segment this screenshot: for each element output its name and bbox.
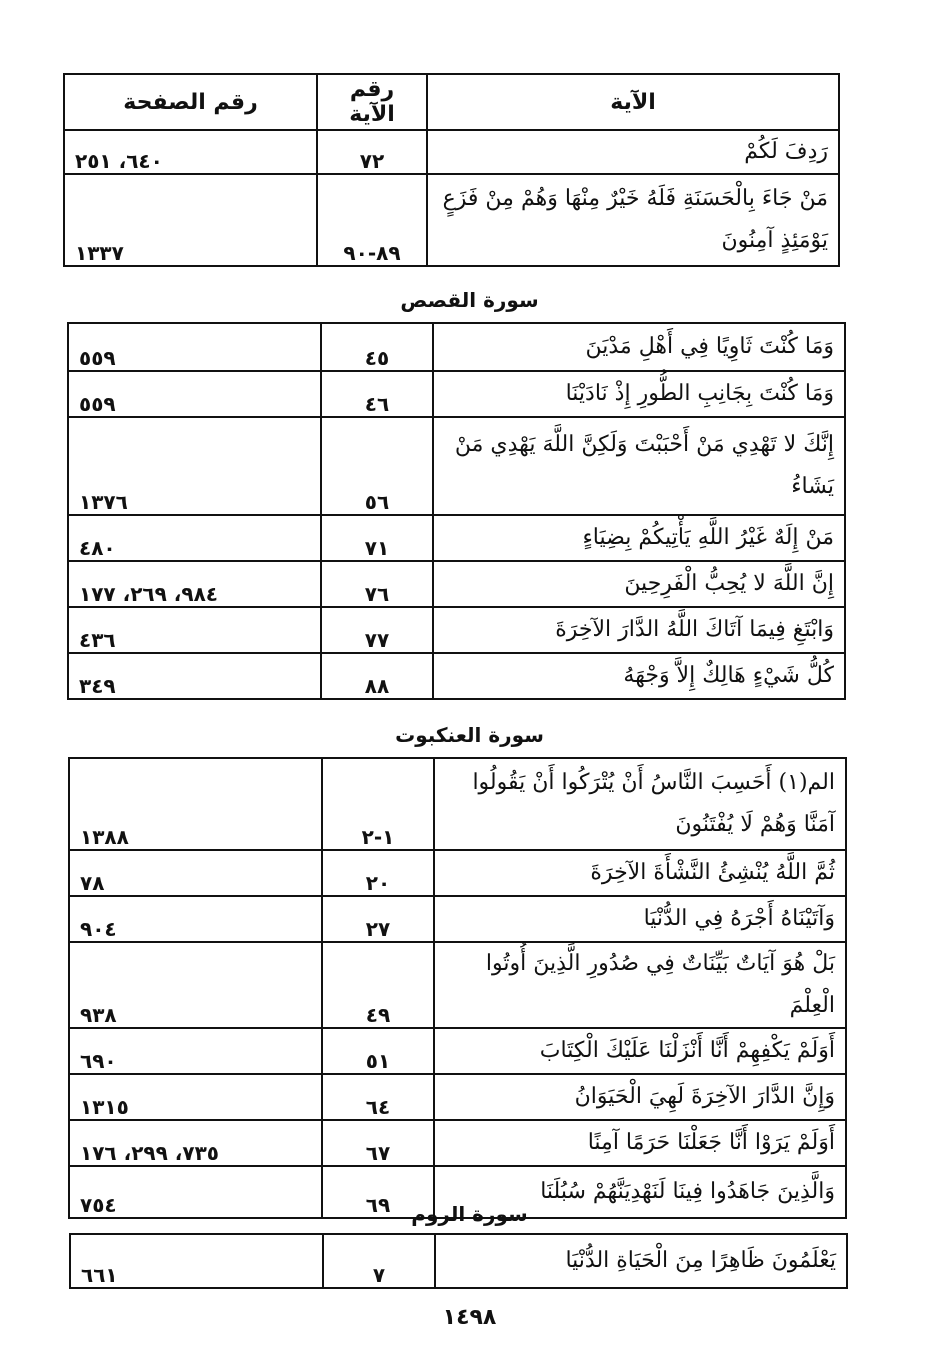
table-row [69, 1120, 846, 1166]
header-page-number: رقم الصفحة [64, 74, 317, 130]
page-refs: ٣٤٩ [68, 653, 321, 699]
verse-text: وَمَا كُنْتَ ثَاوِيًا فِي أَهْلِ مَدْيَنَ [433, 323, 845, 371]
page-refs: ١٣٣٧ [64, 174, 317, 266]
surah-title: سورة الروم [411, 1202, 528, 1226]
table-row [68, 607, 845, 653]
table-row [68, 371, 845, 417]
verse-text: أَوَلَمْ يَرَوْا أَنَّا جَعَلْنَا حَرَمًا آمِنًا [434, 1120, 846, 1166]
verse-number: ٧١ [321, 515, 433, 561]
verse-text: إِنَّكَ لا تَهْدِي مَنْ أَحْبَبْتَ وَلَكِنَّ اللَّهَ يَهْدِي مَنْ يَشَاءُ [433, 417, 845, 515]
index-table-ankabut [68, 757, 847, 1219]
page-refs: ٥٥٩ [68, 323, 321, 371]
page-refs: ٩٠٤ [69, 896, 322, 942]
page-refs: ٧٥٤ [69, 1166, 322, 1218]
table-row [68, 653, 845, 699]
table-row [68, 323, 845, 371]
verse-text: وَمَا كُنْتَ بِجَانِبِ الطُّورِ إِذْ نَادَيْنَا [433, 371, 845, 417]
page-refs: ٦٤٠، ٢٥١ [64, 130, 317, 174]
verse-number: ٧٦ [321, 561, 433, 607]
verse-number: ٤٩ [322, 942, 434, 1028]
verse-text: يَعْلَمُونَ ظَاهِرًا مِنَ الْحَيَاةِ الدُّنْيَا [435, 1234, 847, 1288]
page-refs: ٤٣٦ [68, 607, 321, 653]
page-refs: ٦٩٠ [69, 1028, 322, 1074]
verse-text: ثُمَّ اللَّهُ يُنْشِئُ النَّشْأَةَ الآخِرَةَ [434, 850, 846, 896]
page-refs: ٧٣٥، ٢٩٩، ١٧٦ [69, 1120, 322, 1166]
header-verse-number: رقم الآية [317, 74, 427, 130]
verse-number: ٨٩-٩٠ [317, 174, 427, 266]
verse-number: ٧ [323, 1234, 435, 1288]
verse-text: الم(١) أَحَسِبَ النَّاسُ أَنْ يُتْرَكُوا أَنْ يَقُولُوا آمَنَّا وَهُمْ لَا يُفْتَنُونَ [434, 758, 846, 850]
table-row [68, 561, 845, 607]
index-table-continuation [63, 73, 840, 267]
table-row [69, 850, 846, 896]
table-row [69, 896, 846, 942]
verse-number: ٤٦ [321, 371, 433, 417]
surah-title: سورة القصص [400, 288, 539, 312]
page-refs: ١٣٨٨ [69, 758, 322, 850]
page-refs: ٤٨٠ [68, 515, 321, 561]
verse-text: بَلْ هُوَ آيَاتٌ بَيِّنَاتٌ فِي صُدُورِ الَّذِينَ أُوتُوا الْعِلْمَ [434, 942, 846, 1028]
page-number: ١٤٩٨ [442, 1305, 497, 1330]
verse-text: وَالَّذِينَ جَاهَدُوا فِينَا لَنَهْدِيَنَّهُمْ سُبُلَنَا [434, 1166, 846, 1218]
table-row [70, 1234, 847, 1288]
verse-text: رَدِفَ لَكُمْ [427, 130, 839, 174]
table-header-row [64, 74, 839, 130]
page-refs: ١٣١٥ [69, 1074, 322, 1120]
page-refs: ٦٦١ [70, 1234, 323, 1288]
verse-text: وَآتَيْنَاهُ أَجْرَهُ فِي الدُّنْيَا [434, 896, 846, 942]
verse-number: ٤٥ [321, 323, 433, 371]
verse-number: ٢٠ [322, 850, 434, 896]
verse-number: ٨٨ [321, 653, 433, 699]
table-row [69, 1074, 846, 1120]
table-row [69, 1028, 846, 1074]
page-refs: ٩٣٨ [69, 942, 322, 1028]
table-row [64, 130, 839, 174]
header-verse: الآية [427, 74, 839, 130]
page-refs: ١٣٧٦ [68, 417, 321, 515]
table-row [68, 515, 845, 561]
verse-number: ٦٤ [322, 1074, 434, 1120]
verse-text: أَوَلَمْ يَكْفِهِمْ أَنَّا أَنْزَلْنَا عَلَيْكَ الْكِتَابَ [434, 1028, 846, 1074]
verse-number: ٢٧ [322, 896, 434, 942]
surah-title: سورة العنكبوت [395, 723, 544, 747]
verse-number: ٧٢ [317, 130, 427, 174]
page-refs: ٩٨٤، ٢٦٩، ١٧٧ [68, 561, 321, 607]
index-table-rum [69, 1233, 848, 1289]
verse-text: مَنْ إِلَهٌ غَيْرُ اللَّهِ يَأْتِيكُمْ بِضِيَاءٍ [433, 515, 845, 561]
verse-number: ٦٧ [322, 1120, 434, 1166]
verse-text: إِنَّ اللَّهَ لا يُحِبُّ الْفَرِحِينَ [433, 561, 845, 607]
verse-text: مَنْ جَاءَ بِالْحَسَنَةِ فَلَهُ خَيْرٌ مِنْهَا وَهُمْ مِنْ فَزَعٍ يَوْمَئِذٍ آمِنُونَ [427, 174, 839, 266]
verse-number: ٧٧ [321, 607, 433, 653]
verse-text: وَابْتَغِ فِيمَا آتَاكَ اللَّهُ الدَّارَ الآخِرَةَ [433, 607, 845, 653]
verse-number: ٥١ [322, 1028, 434, 1074]
page-refs: ٧٨ [69, 850, 322, 896]
table-row [64, 174, 839, 266]
page-refs: ٥٥٩ [68, 371, 321, 417]
index-table-qasas [67, 322, 846, 700]
table-row [69, 942, 846, 1028]
table-row [69, 758, 846, 850]
verse-number: ٥٦ [321, 417, 433, 515]
table-row [68, 417, 845, 515]
verse-text: كُلُّ شَيْءٍ هَالِكٌ إِلاَّ وَجْهَهُ [433, 653, 845, 699]
verse-number: ٦٩ [322, 1166, 434, 1218]
verse-number: ١-٢ [322, 758, 434, 850]
verse-text: وَإِنَّ الدَّارَ الآخِرَةَ لَهِيَ الْحَيَوَانُ [434, 1074, 846, 1120]
